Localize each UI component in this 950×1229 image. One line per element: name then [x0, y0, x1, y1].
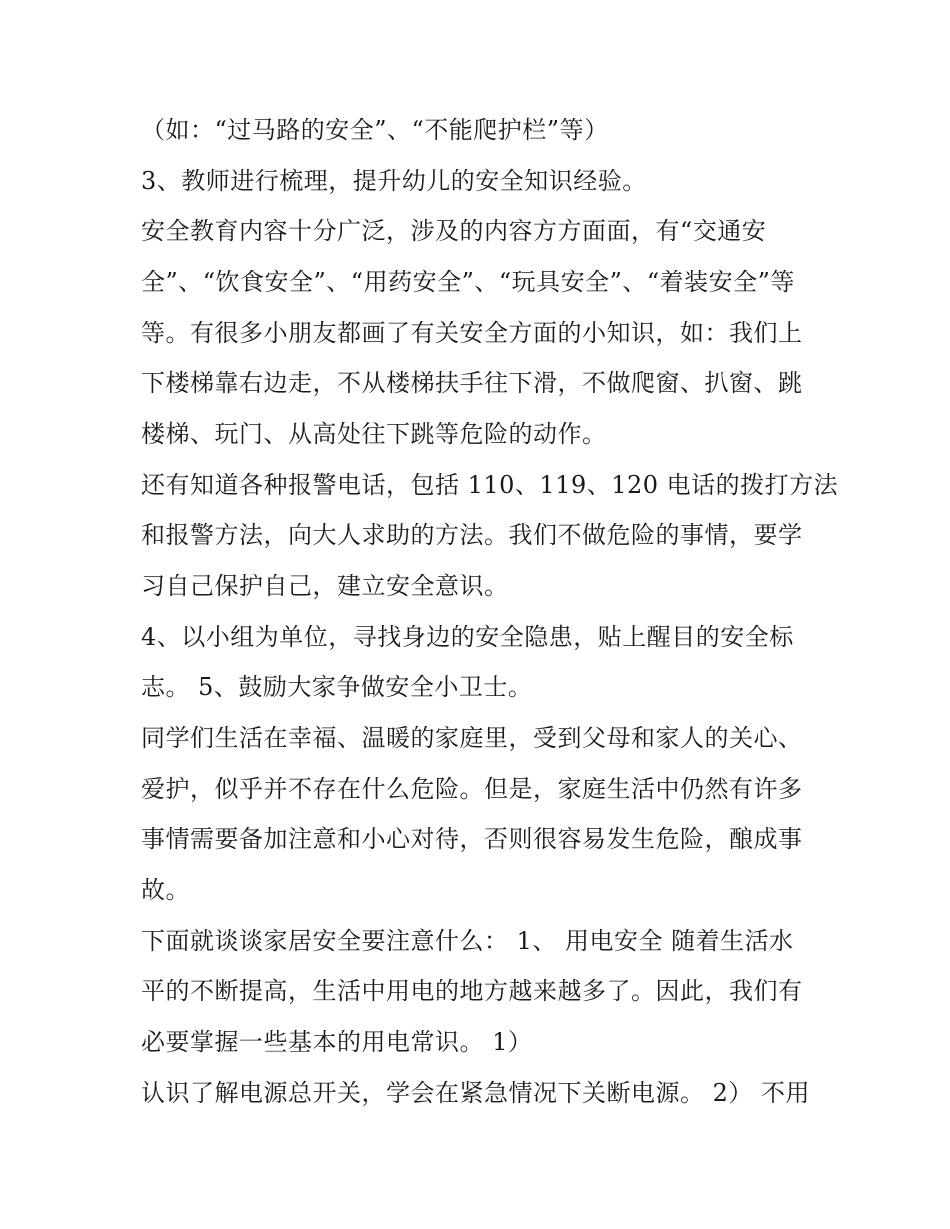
text-line: 安全教育内容十分广泛，涉及的内容方方面面，有“交通安	[141, 217, 767, 245]
text-line: 下楼梯靠右边走，不从楼梯扶手往下滑，不做爬窗、扒窗、跳	[141, 369, 803, 397]
text-line: 爱护，似乎并不存在什么危险。但是，家庭生活中仍然有许多	[141, 775, 803, 803]
text-line: 等。有很多小朋友都画了有关安全方面的小知识，如：我们上	[141, 319, 803, 347]
text-line: 3、教师进行梳理，提升幼儿的安全知识经验。	[141, 167, 647, 195]
text-line: 和报警方法，向大人求助的方法。我们不做危险的事情，要学	[141, 521, 803, 549]
text-line: 全”、“饮食安全”、“用药安全”、“玩具安全”、“着装安全”等	[141, 268, 795, 296]
text-line: 志。 5、鼓励大家争做安全小卫士。	[141, 673, 533, 701]
text-line: 楼梯、玩门、从高处往下跳等危险的动作。	[141, 420, 607, 448]
text-line: 习自己保护自己，建立安全意识。	[141, 572, 509, 600]
text-line: 4、以小组为单位，寻找身边的安全隐患，贴上醒目的安全标	[141, 623, 794, 651]
text-line: 平的不断提高，生活中用电的地方越来越多了。因此，我们有	[141, 977, 803, 1005]
text-line: 还有知道各种报警电话，包括 110、119、120 电话的拨打方法	[141, 471, 839, 499]
text-line: 同学们生活在幸福、温暖的家庭里，受到父母和家人的关心、	[141, 724, 803, 752]
text-line: （如：“过马路的安全”、“不能爬护栏”等）	[141, 116, 609, 144]
text-line: 必要掌握一些基本的用电常识。 1）	[141, 1028, 533, 1056]
text-line: 下面就谈谈家居安全要注意什么： 1、 用电安全 随着生活水	[141, 927, 794, 955]
text-line: 事情需要备加注意和小心对待，否则很容易发生危险，酿成事	[141, 825, 803, 853]
text-line: 故。	[141, 876, 190, 904]
text-line: 认识了解电源总开关，学会在紧急情况下关断电源。 2） 不用	[141, 1079, 811, 1107]
